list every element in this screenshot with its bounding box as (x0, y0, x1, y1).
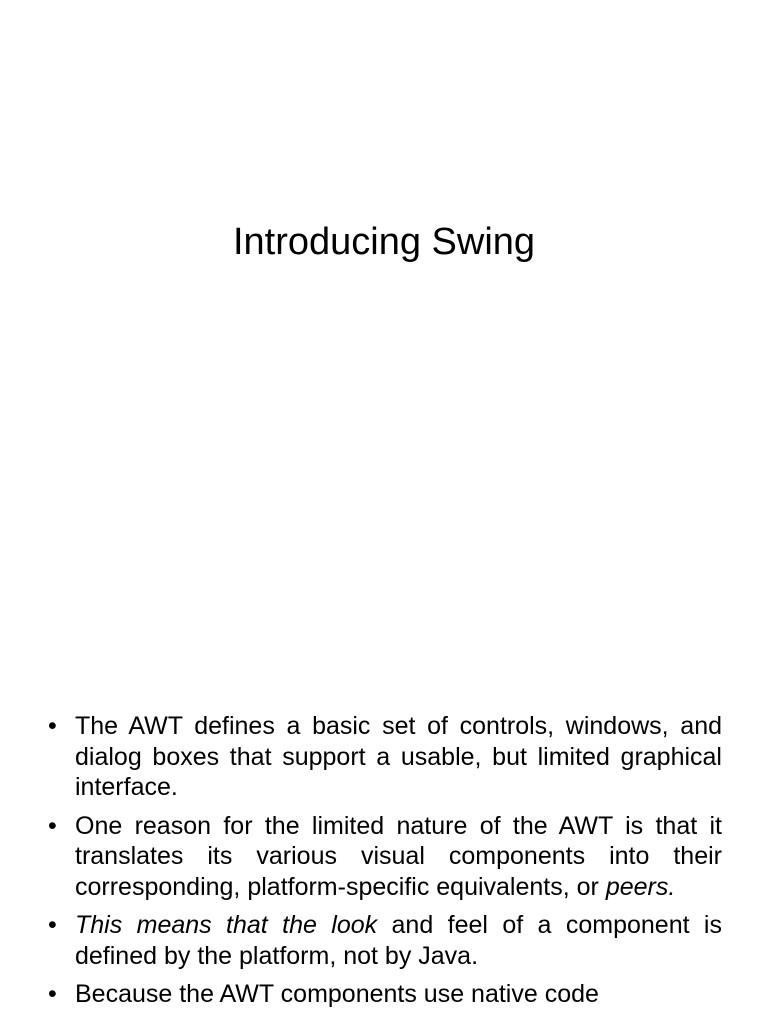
bullet-text: Because the AWT components use native code (75, 980, 599, 1008)
bullet-marker: • (48, 980, 57, 1008)
bullet-marker: • (48, 911, 57, 939)
bullet-text-italic: This means that the look (75, 911, 378, 939)
bullet-marker: • (48, 811, 57, 840)
bullet-text: and feel of a component is defined by the platform, not by Java. (75, 911, 722, 970)
bullet-text: One reason for the limited nature of the AWT is that it translates its various visual components into their corresponding, platform-specific equivalents, or (75, 811, 722, 901)
bullet-text: The AWT defines a basic set of controls, windows, and dialog boxes that support a usable, but limited graphical interface. (75, 712, 722, 801)
bullet-list (48, 711, 722, 1018)
slide-title: Introducing Swing (232, 221, 536, 263)
bullet-item (48, 711, 722, 803)
bullet-item (48, 811, 722, 903)
bullet-marker: • (48, 712, 57, 740)
bullet-item (48, 910, 722, 971)
bullet-item (48, 979, 722, 1010)
bullet-text-italic: peers. (605, 872, 676, 901)
